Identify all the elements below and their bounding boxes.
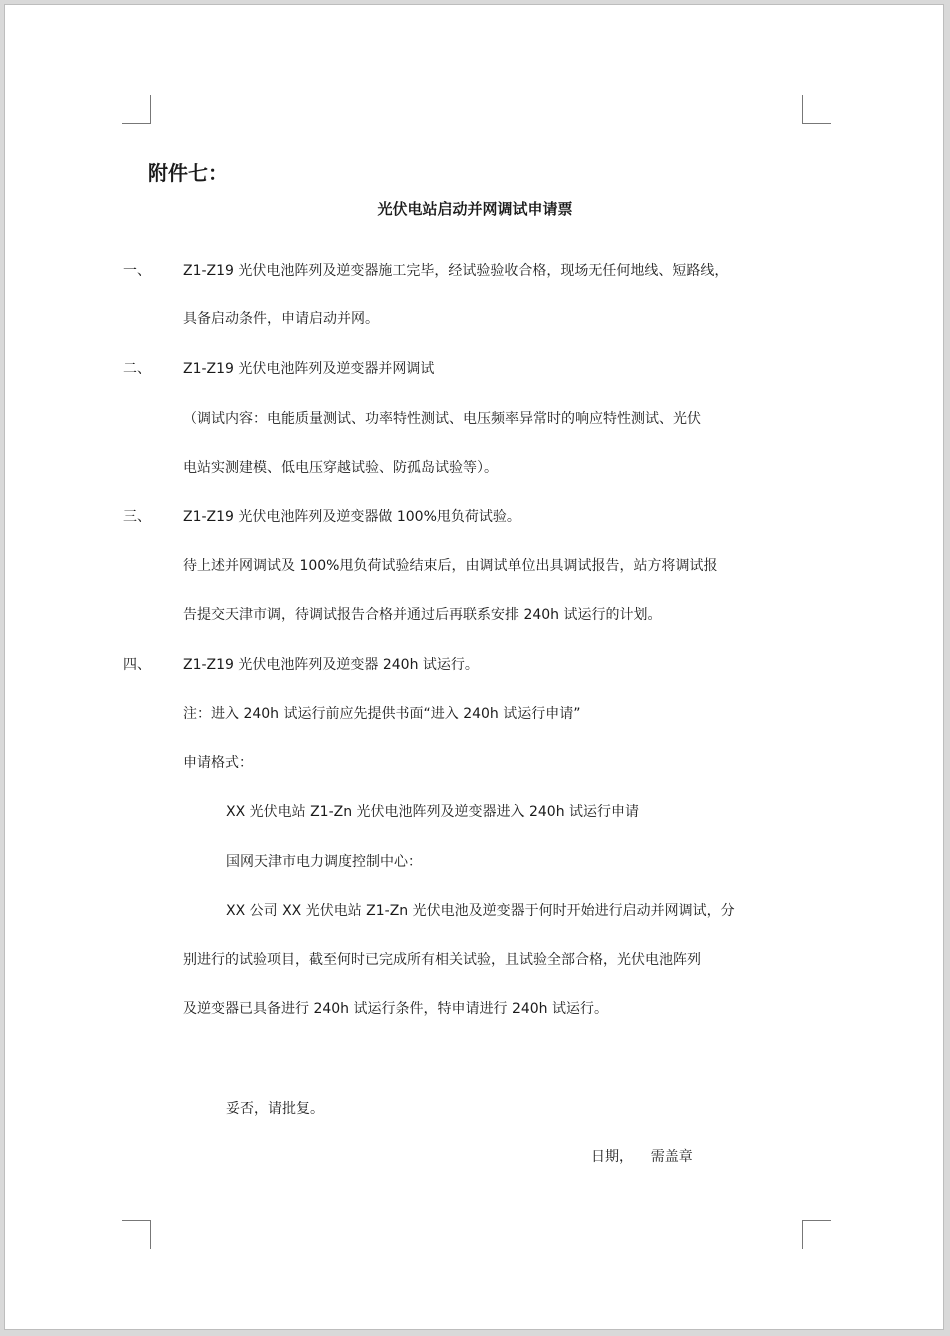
- attachment-label: 附件七：: [148, 161, 228, 185]
- section-3-number: 三、: [123, 509, 151, 525]
- section-1-line-2: 具备启动条件，申请启动并网。: [183, 311, 379, 327]
- section-4-number: 四、: [123, 657, 151, 673]
- crop-mark-top-right: [802, 95, 831, 124]
- section-2-line-1: Z1-Z19 光伏电池阵列及逆变器并网调试: [183, 361, 435, 377]
- application-recipient: 国网天津市电力调度控制中心：: [226, 854, 422, 870]
- date-and-seal: 日期， 需盖章: [591, 1149, 693, 1165]
- document-page: [4, 4, 944, 1330]
- section-3-line-1: Z1-Z19 光伏电池阵列及逆变器做 100%甩负荷试验。: [183, 509, 521, 525]
- application-body-line-2: 别进行的试验项目，截至何时已完成所有相关试验，且试验全部合格，光伏电池阵列: [183, 952, 701, 968]
- section-3-line-3: 告提交天津市调，待调试报告合格并通过后再联系安排 240h 试运行的计划。: [183, 607, 662, 623]
- section-2-line-2: （调试内容：电能质量测试、功率特性测试、电压频率异常时的响应特性测试、光伏: [183, 411, 701, 427]
- document-title: 光伏电站启动并网调试申请票: [377, 200, 573, 218]
- section-4-format-label: 申请格式：: [183, 755, 253, 771]
- section-2-line-3: 电站实测建模、低电压穿越试验、防孤岛试验等）。: [183, 460, 498, 476]
- crop-mark-bottom-right: [802, 1220, 831, 1249]
- section-4-line-1: Z1-Z19 光伏电池阵列及逆变器 240h 试运行。: [183, 657, 479, 673]
- application-closing: 妥否，请批复。: [226, 1101, 324, 1117]
- section-1-number: 一、: [123, 263, 151, 279]
- application-body-line-1: XX 公司 XX 光伏电站 Z1-Zn 光伏电池及逆变器于何时开始进行启动并网调试，分: [226, 903, 735, 919]
- application-heading: XX 光伏电站 Z1-Zn 光伏电池阵列及逆变器进入 240h 试运行申请: [226, 804, 640, 820]
- section-2-number: 二、: [123, 361, 151, 377]
- section-1-line-1: Z1-Z19 光伏电池阵列及逆变器施工完毕，经试验验收合格，现场无任何地线、短路线，: [183, 263, 729, 279]
- section-4-note: 注：进入 240h 试运行前应先提供书面“进入 240h 试运行申请”: [183, 706, 581, 722]
- application-body-line-3: 及逆变器已具备进行 240h 试运行条件，特申请进行 240h 试运行。: [183, 1001, 608, 1017]
- section-3-line-2: 待上述并网调试及 100%甩负荷试验结束后，由调试单位出具调试报告，站方将调试报: [183, 558, 718, 574]
- crop-mark-bottom-left: [122, 1220, 151, 1249]
- crop-mark-top-left: [122, 95, 151, 124]
